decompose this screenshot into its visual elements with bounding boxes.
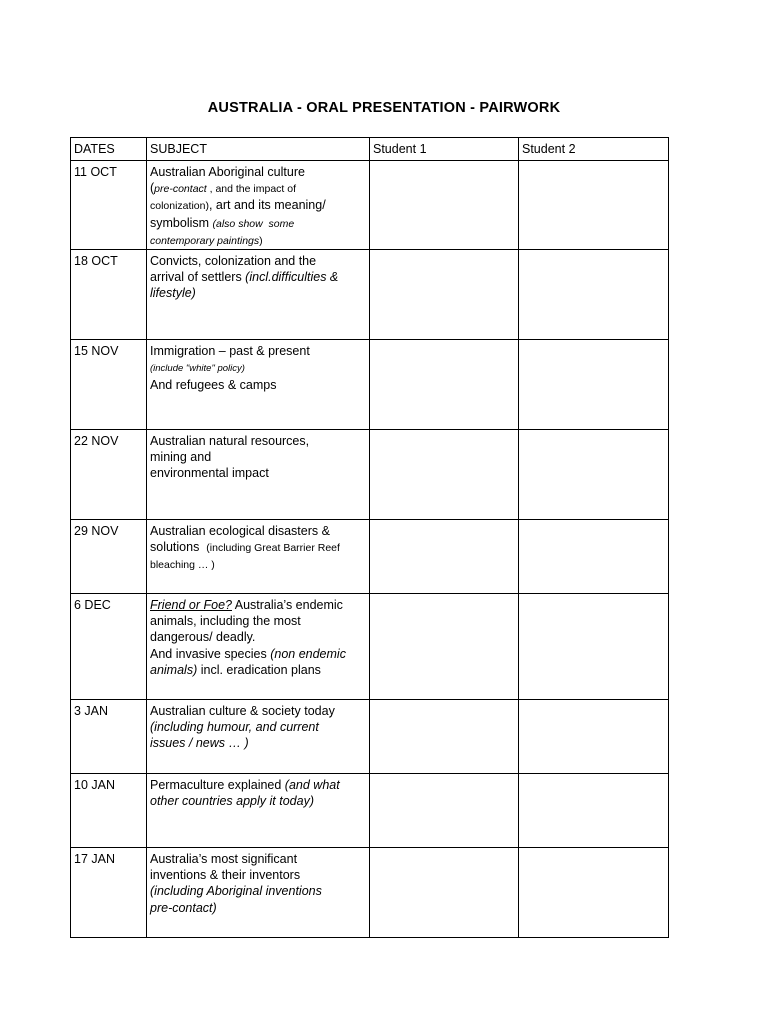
subject-cell xyxy=(147,340,370,430)
subject-text: solutions xyxy=(150,540,207,555)
document-title: AUSTRALIA - ORAL PRESENTATION - PAIRWORK xyxy=(207,100,561,116)
subject-text: (including Aboriginal inventions xyxy=(150,884,322,899)
subject-text: Australian ecological disasters & xyxy=(150,524,330,539)
subject-text: (and what xyxy=(284,778,340,793)
subject-line xyxy=(150,556,366,573)
subject-line xyxy=(150,164,366,180)
subject-line xyxy=(150,662,366,678)
subject-line xyxy=(150,735,366,751)
date-cell: 18 OCT xyxy=(71,250,147,340)
student-2-cell[interactable] xyxy=(519,594,669,700)
subject-text: lifestyle) xyxy=(150,286,196,301)
subject-line xyxy=(150,777,366,793)
subject-text: Permaculture explained xyxy=(150,778,285,793)
schedule-table xyxy=(70,137,669,938)
table-row xyxy=(71,520,669,594)
subject-line xyxy=(150,613,366,629)
student-1-cell[interactable] xyxy=(370,700,519,774)
table-row xyxy=(71,774,669,848)
subject-cell xyxy=(147,520,370,594)
subject-text: colonization) xyxy=(150,200,209,213)
subject-text: (non endemic xyxy=(270,646,346,661)
subject-text: animals, including the most xyxy=(150,614,301,629)
subject-line xyxy=(150,793,366,809)
subject-line xyxy=(150,253,366,269)
student-2-cell[interactable] xyxy=(519,774,669,848)
student-1-cell[interactable] xyxy=(370,161,519,250)
subject-line xyxy=(150,883,366,899)
date-cell: 17 JAN xyxy=(71,848,147,938)
subject-text: (also show some xyxy=(212,217,295,230)
student-2-cell[interactable] xyxy=(519,161,669,250)
table-row xyxy=(71,250,669,340)
subject-line xyxy=(150,197,366,214)
subject-text: And invasive species xyxy=(150,646,271,661)
subject-text: (include "white" policy) xyxy=(150,363,245,375)
header-student-1: Student 1 xyxy=(370,138,519,161)
subject-text: Australia’s endemic xyxy=(231,598,343,613)
subject-text: arrival of settlers xyxy=(150,270,246,285)
subject-text: incl. eradication plans xyxy=(197,662,321,677)
subject-line xyxy=(150,523,366,539)
subject-line xyxy=(150,719,366,735)
subject-text: pre-contact) xyxy=(150,900,217,915)
subject-line xyxy=(150,539,366,556)
subject-cell xyxy=(147,161,370,250)
subject-text: , art and its meaning/ xyxy=(208,198,326,213)
student-2-cell[interactable] xyxy=(519,340,669,430)
subject-text: (incl.difficulties & xyxy=(245,270,339,285)
subject-text: Friend or Foe? xyxy=(150,598,232,613)
subject-line xyxy=(150,646,366,662)
table-row xyxy=(71,848,669,938)
subject-line xyxy=(150,285,366,301)
subject-text: mining and xyxy=(150,450,212,465)
subject-line xyxy=(150,900,366,916)
student-1-cell[interactable] xyxy=(370,848,519,938)
student-2-cell[interactable] xyxy=(519,430,669,520)
subject-text: (including humour, and current xyxy=(150,720,319,735)
header-dates: DATES xyxy=(71,138,147,161)
subject-line xyxy=(150,867,366,883)
subject-line xyxy=(150,851,366,867)
date-cell: 10 JAN xyxy=(71,774,147,848)
subject-cell xyxy=(147,774,370,848)
subject-text: ( xyxy=(150,181,155,196)
subject-line xyxy=(150,703,366,719)
header-subject: SUBJECT xyxy=(147,138,370,161)
subject-text: pre-contact xyxy=(154,183,207,196)
student-2-cell[interactable] xyxy=(519,848,669,938)
table-row xyxy=(71,700,669,774)
subject-text: symbolism xyxy=(150,215,213,230)
subject-line xyxy=(150,359,366,377)
student-2-cell[interactable] xyxy=(519,520,669,594)
date-cell: 15 NOV xyxy=(71,340,147,430)
subject-text: Australian natural resources, xyxy=(150,434,310,449)
subject-text: Convicts, colonization and the xyxy=(150,254,317,269)
subject-line xyxy=(150,269,366,285)
subject-text: other countries apply it today) xyxy=(150,794,314,809)
student-2-cell[interactable] xyxy=(519,250,669,340)
student-1-cell[interactable] xyxy=(370,774,519,848)
subject-text: Australia’s most significant xyxy=(150,852,298,867)
subject-text: And refugees & camps xyxy=(150,378,277,393)
student-1-cell[interactable] xyxy=(370,520,519,594)
subject-line xyxy=(150,232,366,249)
date-cell: 6 DEC xyxy=(71,594,147,700)
table-row xyxy=(71,340,669,430)
subject-text: issues / news … ) xyxy=(150,736,249,751)
subject-line xyxy=(150,377,366,393)
subject-cell xyxy=(147,700,370,774)
subject-cell xyxy=(147,594,370,700)
student-1-cell[interactable] xyxy=(370,340,519,430)
subject-text: ) xyxy=(259,234,263,247)
subject-text: inventions & their inventors xyxy=(150,868,301,883)
student-1-cell[interactable] xyxy=(370,430,519,520)
date-cell: 3 JAN xyxy=(71,700,147,774)
student-2-cell[interactable] xyxy=(519,700,669,774)
subject-line xyxy=(150,215,366,232)
student-1-cell[interactable] xyxy=(370,250,519,340)
date-cell: 22 NOV xyxy=(71,430,147,520)
schedule-body xyxy=(71,138,669,938)
subject-text: , and the impact of xyxy=(206,183,297,196)
subject-text: (including Great Barrier Reef xyxy=(206,542,340,555)
table-row xyxy=(71,161,669,250)
student-1-cell[interactable] xyxy=(370,594,519,700)
date-cell: 11 OCT xyxy=(71,161,147,250)
subject-text: bleaching … ) xyxy=(150,559,215,572)
subject-line xyxy=(150,597,366,613)
subject-text: contemporary paintings xyxy=(150,234,260,247)
subject-text: environmental impact xyxy=(150,466,269,481)
subject-line xyxy=(150,465,366,481)
subject-line xyxy=(150,433,366,449)
date-cell: 29 NOV xyxy=(71,520,147,594)
header-student-2: Student 2 xyxy=(519,138,669,161)
subject-text: Australian culture & society today xyxy=(150,704,335,719)
subject-text: animals) xyxy=(150,662,198,677)
subject-cell xyxy=(147,250,370,340)
subject-text: dangerous/ deadly. xyxy=(150,630,256,645)
table-row xyxy=(71,594,669,700)
table-row xyxy=(71,430,669,520)
subject-cell xyxy=(147,848,370,938)
header-row xyxy=(71,138,669,161)
subject-text: Australian Aboriginal culture xyxy=(150,165,305,179)
subject-line xyxy=(150,343,366,359)
subject-text: Immigration – past & present xyxy=(150,344,310,359)
subject-line xyxy=(150,629,366,645)
subject-line xyxy=(150,449,366,465)
subject-cell xyxy=(147,430,370,520)
subject-line xyxy=(150,180,366,197)
